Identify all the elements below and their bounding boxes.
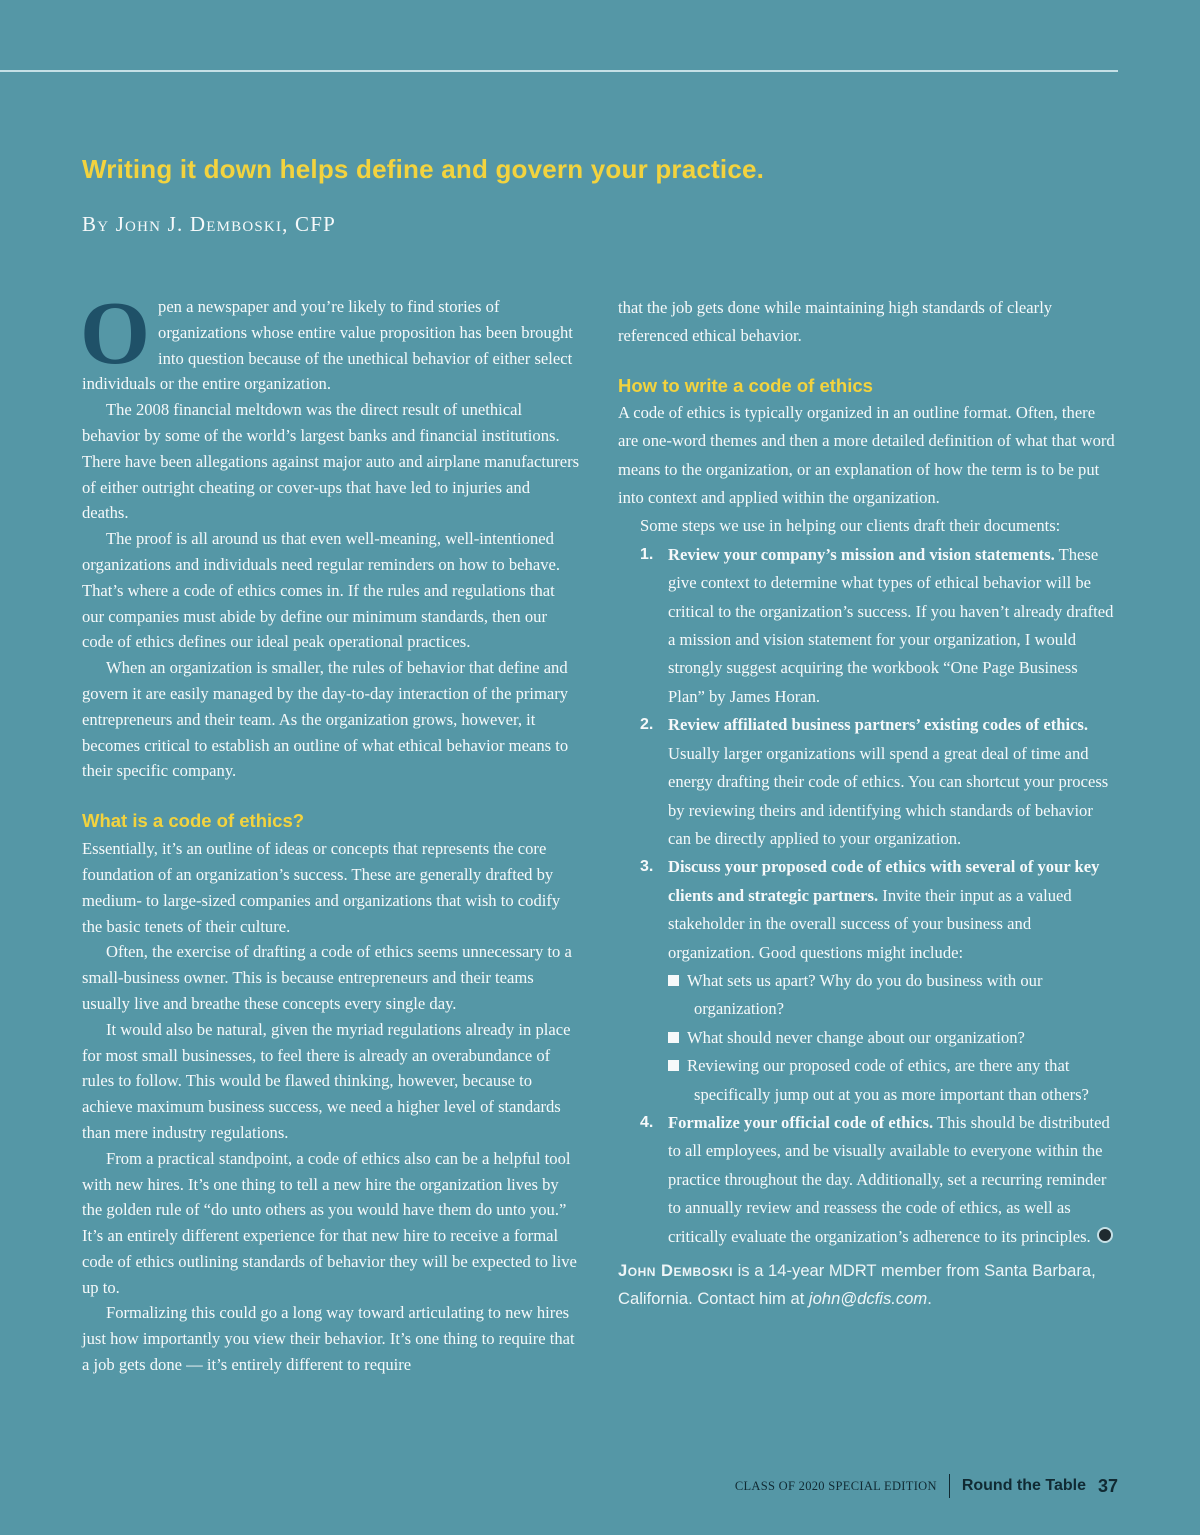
footer-edition: CLASS OF 2020 SPECIAL EDITION	[734, 1478, 937, 1493]
opening-paragraph	[80, 284, 580, 397]
body-paragraph: When an organization is smaller, the rules of behavior that define and govern it are easily managed by the day-to-day interaction of the primary entrepreneurs and their team. As the organization grows, however, it becomes critical to establish an outline of what ethical behavior means to their specific company.	[82, 658, 569, 781]
body-paragraph: Often, the exercise of drafting a code of ethics seems unnecessary to a small-business owner. This is because entrepreneurs and their teams usually live and breathe these concepts every single day.	[82, 942, 572, 1013]
question-item: What sets us apart? Why do you do business with our organization?	[668, 967, 1118, 1024]
bio-end: .	[927, 1289, 932, 1309]
body-paragraph: It would also be natural, given the myriad regulations already in place for most small businesses, to feel there is already an overabundance of rules to follow. This would be flawed thinking, however, because to achieve maximum business success, we need a higher level of standards than mere industry regulations.	[82, 1019, 571, 1142]
author-email-link[interactable]: john@dcfis.com	[808, 1289, 928, 1309]
opening-paragraph-text: pen a newspaper and you’re likely to find stories of organizations whose entire value proposition has been brought into question because of the unethical behavior of either select individuals or the entire organization.	[82, 297, 573, 394]
step-item	[618, 853, 1118, 1109]
bio-author-name: John Demboski	[618, 1261, 733, 1280]
question-item: What should never change about our organization?	[668, 1024, 1118, 1052]
step-number: 2.	[640, 716, 654, 734]
body-paragraph: The 2008 financial meltdown was the direct result of unethical behavior by some of the world’s largest banks and financial institutions. There have been allegations against major auto and airplane manufacturers of either outright cheating or cover-ups that have led to injuries and deaths.	[82, 400, 580, 523]
section-heading-how-to: How to write a code of ethics	[618, 374, 873, 396]
left-column	[80, 284, 580, 1378]
top-rule	[0, 70, 1118, 72]
body-paragraph: Essentially, it’s an outline of ideas or concepts that represents the core foundation of an organization’s success. These are generally drafted by medium- to large-sized companies and organizations that wish to codify the basic tenets of their culture.	[82, 839, 561, 936]
step-text: Invite their input as a valued stakeholder in the overall success of your business and organization. Good questions might include:	[668, 885, 1072, 962]
step-lead: Formalize your official code of ethics.	[668, 1112, 934, 1132]
body-paragraph: A code of ethics is typically organized in an outline format. Often, there are one-word themes and then a more detailed definition of what that word means to the organization, or an explanation of how the term is to be put into context and applied within the organization.	[618, 402, 1115, 508]
step-number: 1.	[640, 545, 654, 563]
page-number: 37	[1097, 1475, 1118, 1496]
footer-magazine-title: Round the Table	[961, 1477, 1086, 1494]
continued-paragraph: that the job gets done while maintaining high standards of clearly referenced ethical behavior.	[618, 298, 1053, 346]
steps-list	[618, 541, 1118, 1251]
step-item	[618, 541, 1118, 711]
body-paragraph: The proof is all around us that even well-meaning, well-intentioned organizations and individuals need regular reminders on how to behave. That’s where a code of ethics comes in. If the rules and regulations that our companies must abide by define our minimum standards, then our code of ethics defines our ideal peak operational practices.	[82, 529, 561, 652]
step-lead: Discuss your proposed code of ethics with several of your key clients and strategic partners.	[668, 857, 1100, 905]
step-number: 3.	[640, 858, 654, 876]
drop-cap: O	[80, 284, 151, 383]
step-text: Usually larger organizations will spend a great deal of time and energy drafting their code of ethics. You can shortcut your process by reviewing theirs and identifying which standards of behavior can be directly applied to your organization.	[668, 743, 1109, 848]
body-paragraph: From a practical standpoint, a code of ethics also can be a helpful tool with new hires. It’s one thing to tell a new hire the organization lives by the golden rule of “do unto others as you would have them do unto you.” It’s an entirely different experience for that new hire to receive a formal code of ethics outlining standards of behavior they will be expected to live up to.	[82, 1148, 577, 1297]
body-paragraph: Formalizing this could go a long way toward articulating to new hires just how importantly you view their behavior. It’s one thing to require that a job gets done — it’s entirely different to require	[82, 1303, 575, 1375]
author-bio	[618, 1257, 1118, 1314]
step-text: These give context to determine what types of ethical behavior will be critical to the organization’s success. If you haven’t already drafted a mission and vision statement for your organization, I would strongly suggest acquiring the workbook “One Page Business Plan” by James Horan.	[668, 544, 1114, 706]
end-of-article-icon	[1097, 1227, 1113, 1243]
right-column	[618, 294, 1118, 1314]
step-lead: Review affiliated business partners’ existing codes of ethics.	[668, 715, 1089, 735]
step-number: 4.	[640, 1113, 654, 1131]
article-headline: Writing it down helps define and govern your practice.	[82, 154, 765, 184]
bio-text: is a 14-year MDRT member from Santa Barbara, California. Contact him at	[618, 1261, 1096, 1309]
step-lead: Review your company’s mission and vision statements.	[668, 544, 1055, 564]
section-heading-what-is: What is a code of ethics?	[82, 810, 305, 832]
step-item	[618, 1109, 1118, 1251]
step-item	[618, 711, 1118, 853]
page-footer	[735, 1473, 1118, 1499]
footer-divider	[949, 1474, 950, 1498]
steps-intro: Some steps we use in helping our clients draft their documents:	[640, 516, 1061, 536]
step-text: This should be distributed to all employees, and be visually available to everyone within the practice throughout the day. Additionally, set a recurring reminder to annually review and reassess the code of ethics, as well as critically evaluate the organization’s adherence to its principles.	[668, 1112, 1110, 1246]
question-item: Reviewing our proposed code of ethics, are there any that specifically jump out at you as more important than others?	[668, 1052, 1118, 1109]
article-byline: By John J. Demboski, CFP	[82, 212, 337, 236]
questions-list	[668, 967, 1118, 1109]
